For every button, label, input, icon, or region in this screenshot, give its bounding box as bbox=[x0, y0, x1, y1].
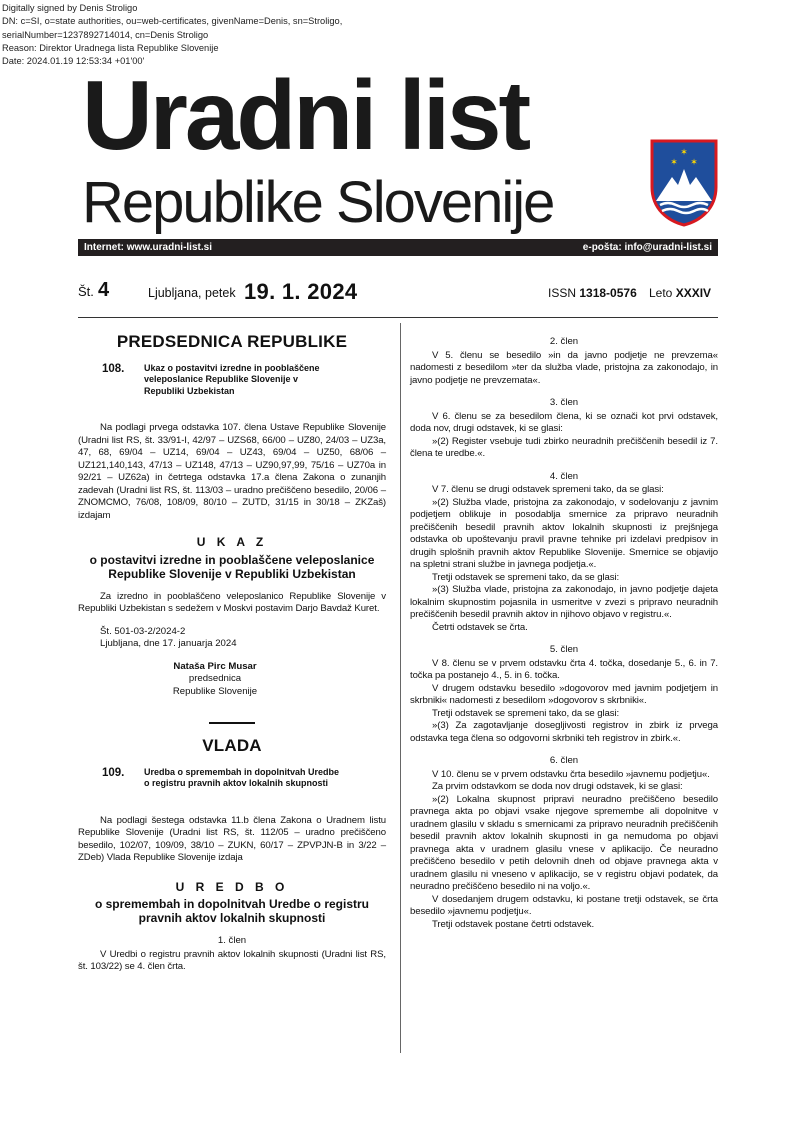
decree-title: o spremembah in dopolnitvah Uredbe o registru pravnih aktov lokalnih skupnosti bbox=[94, 897, 370, 925]
masthead-subtitle: Republike Slovenije bbox=[82, 170, 554, 235]
signature-line: serialNumber=1237892714014, cn=Denis Stroligo bbox=[2, 29, 209, 40]
section-heading: VLADA bbox=[202, 736, 262, 755]
column-divider bbox=[400, 323, 401, 1053]
article-heading: 4. člen bbox=[549, 470, 579, 482]
left-column bbox=[78, 322, 386, 974]
article-text: V 10. členu se v prvem odstavku črta besedilo »javnemu podjetju«. bbox=[432, 768, 710, 780]
article-heading: 6. člen bbox=[549, 755, 579, 766]
signer-role: predsednica bbox=[188, 673, 242, 684]
masthead-title: Uradni list bbox=[82, 60, 529, 170]
year bbox=[649, 286, 711, 300]
reference-number: Št. 501-03-2/2024-2 bbox=[100, 625, 186, 637]
act-number: 108. bbox=[102, 362, 125, 375]
article-text: Tretji odstavek se spremeni tako, da se glasi: bbox=[432, 571, 620, 583]
article-text: Tretji odstavek postane četrti odstavek. bbox=[432, 918, 595, 930]
article-heading: 3. člen bbox=[549, 397, 579, 408]
signature-line: Reason: Direktor Uradnega lista Republike Slovenije bbox=[2, 42, 219, 53]
article-text: Tretji odstavek se spremeni tako, da se glasi: bbox=[432, 707, 620, 719]
issn-value: 1318-0576 bbox=[579, 286, 637, 300]
article-text: V Uredbi o registru pravnih aktov lokalnih skupnosti (Uradni list RS, št. 103/22) se 4. člen črta. bbox=[78, 948, 386, 972]
header-divider bbox=[78, 317, 718, 318]
decree-title: o postavitvi izredne in pooblaščene veleposlanice Republike Slovenije v Republiki Uzbekistan bbox=[89, 552, 375, 581]
signature-line: DN: c=SI, o=state authorities, ou=web-certificates, givenName=Denis, sn=Stroligo, bbox=[2, 16, 343, 27]
article-heading: 1. člen bbox=[217, 935, 247, 946]
article-text: V 7. členu se drugi odstavek spremeni tako, da se glasi: bbox=[432, 484, 664, 495]
year-value: XXXIV bbox=[675, 286, 712, 300]
year-label: Leto bbox=[649, 286, 673, 300]
article-text: »(2) Register vsebuje tudi zbirko neuradnih prečiščenih besedil iz 7. člena te uredbe.«. bbox=[410, 435, 718, 459]
issn-label: ISSN bbox=[548, 286, 577, 300]
svg-text:✶: ✶ bbox=[670, 158, 678, 168]
masthead-contact-bar bbox=[78, 239, 718, 256]
decree-heading: U R E D B O bbox=[175, 879, 289, 894]
decree-body: Za izredno in pooblaščeno veleposlanico Republike Slovenije v Republiki Uzbekistan s sedežem v Moskvi postavim Darjo Bavdaž Kuret. bbox=[78, 590, 386, 614]
issue-number: 4 bbox=[98, 279, 110, 301]
right-column bbox=[410, 322, 718, 931]
signature-line: Date: 2024.01.19 12:53:34 +01'00' bbox=[2, 56, 145, 67]
signer-name: Nataša Pirc Musar bbox=[173, 660, 257, 672]
article-text: Četrti odstavek se črta. bbox=[432, 621, 528, 633]
act-title: Uredba o spremembah in dopolnitvah Uredbe o registru pravnih aktov lokalnih skupnosti bbox=[144, 766, 340, 788]
digital-signature-block bbox=[2, 2, 342, 68]
act-title: Ukaz o postavitvi izredne in pooblaščene veleposlanice Republike Slovenije v Republiki Uzbekistan bbox=[144, 362, 320, 396]
issue-number-label: Št. bbox=[78, 284, 94, 299]
article-text: Za prvim odstavkom se doda nov drugi odstavek, ki se glasi: bbox=[432, 781, 683, 792]
act-preamble: Na podlagi prvega odstavka 107. člena Ustave Republike Slovenije (Uradni list RS, št. 33/91-I, 42/97 – UZS68, 66/00 – UZ80, 24/03 – UZ3a, 47, 68, 69/04 – UZ14, 69/04 – UZ43, 69/04 – UZ50, 68/06 – UZ121,140,143, 47/13 – UZ148, 47/13 – UZ90,97,99, 75/16 – UZ70a in 92/21 – UZ62a) in četrtega odstavka 17.a člena Zakona o zunanjih zadevah (Uradni list RS, št. 113/03 – uradno prečiščeno besedilo, 20/06 – ZNOMCMO, 76/08, 108/09, 80/10 – ZUTD, 31/15 in 30/18 – ZKZaš) izdajam bbox=[78, 422, 386, 521]
decree-heading: U K A Z bbox=[196, 535, 268, 549]
section-separator bbox=[209, 722, 255, 724]
signer-block bbox=[140, 661, 290, 699]
place-date: Ljubljana, dne 17. januarja 2024 bbox=[100, 638, 237, 649]
svg-text:✶: ✶ bbox=[680, 148, 688, 158]
act-header bbox=[102, 363, 386, 398]
internet-link[interactable]: Internet: www.uradni-list.si bbox=[84, 242, 212, 253]
article-text: »(2) Lokalna skupnost pripravi neuradno prečiščeno besedilo pravnega akta po objavi vsake njegove spremembe ali dopolnitve v uradnem glasilu v skladu s smernicami za pripravo neuradnih prečiščenih besedil pravnih aktov lokalnih skupnosti in ga nemudoma po objavi pravnega akta v uradnem glasilu vnese v aplikacijo. Če neuradno prečiščeno besedilo v petih delovnih dneh od objave pravnega akta v uradnem glasilu ni vneseno v aplikacijo, se v registru objavi podatek, da neuradno prečiščeno besedilo ni na voljo.«. bbox=[410, 793, 718, 892]
article-heading: 5. člen bbox=[549, 644, 579, 655]
act-number: 109. bbox=[102, 766, 125, 779]
section-heading: PREDSEDNICA REPUBLIKE bbox=[116, 332, 348, 351]
issue-date: 19. 1. 2024 bbox=[244, 279, 358, 304]
article-text: V 5. členu se besedilo »in da javno podjetje ne prevzema« nadomesti z besedilom »ter da služba vlade, pristojna za zakonodajo, in javno podjetje ne prevzemata«. bbox=[410, 349, 718, 386]
svg-text:✶: ✶ bbox=[690, 158, 698, 168]
email-link[interactable]: e-pošta: info@uradni-list.si bbox=[582, 242, 712, 253]
article-text: V drugem odstavku besedilo »dogovorov med javnim podjetjem in skrbniki« nadomesti z besedilom »dogovorov s skrbniki«. bbox=[410, 682, 718, 706]
slovenian-coat-of-arms-icon bbox=[650, 139, 718, 227]
signature-line: Digitally signed by Denis Stroligo bbox=[2, 3, 138, 13]
act-preamble: Na podlagi šestega odstavka 11.b člena Zakona o Uradnem listu Republike Slovenije (Uradni list RS, št. 112/05 – uradno prečiščeno besedilo, 102/07, 109/09, 38/10 – ZUKN, 60/17 – ZPVPJN-B in 3/22 – ZDeb) Vlada Republike Slovenije izdaja bbox=[78, 814, 386, 863]
article-text: V 8. členu se v prvem odstavku črta 4. točka, dosedanje 5., 6. in 7. točka pa postanejo 4., 5. in 6. točka. bbox=[410, 657, 718, 681]
article-text: »(3) Služba vlade, pristojna za zakonodajo, in javno podjetje dajeta lokalnim skupnostim pojasnila in usmeritve v zvezi s pripravo neuradnih prečiščenih besedil pravnih aktov in njihovo objavo v registru.«. bbox=[410, 584, 718, 620]
issn bbox=[548, 286, 637, 300]
issue-place-day: Ljubljana, petek bbox=[148, 286, 236, 300]
issue-info bbox=[78, 280, 718, 312]
article-heading: 2. člen bbox=[549, 336, 579, 347]
signer-org: Republike Slovenije bbox=[172, 685, 258, 697]
article-text: »(2) Služba vlade, pristojna za zakonodajo, v sodelovanju z javnim podjetjem oblikuje in posodablja smernice za pripravo neuradnih prečiščenih besedil pravnih aktov lokalnih skupnosti iz prejšnjega odstavka ob upoštevanju pravil pravne tehnike pri izdelavi predpisov in drugih splošnih pravnih aktov Republike Slovenije. Smernice se objavijo na spletni strani službe in javnega podjetja.«. bbox=[410, 496, 718, 570]
article-text: »(3) Za zagotavljanje dosegljivosti registrov in zbirk iz prvega odstavka tega člena so odgovorni skrbniki teh registrov in zbirk.«. bbox=[410, 720, 718, 744]
article-text: V 6. členu se za besedilom člena, ki se označi kot prvi odstavek, doda nov, drugi odstavek, ki se glasi: bbox=[410, 410, 718, 434]
article-text: V dosedanjem drugem odstavku, ki postane tretji odstavek, se črta besedilo »javnemu podjetju«. bbox=[410, 893, 718, 917]
act-header bbox=[102, 767, 386, 790]
